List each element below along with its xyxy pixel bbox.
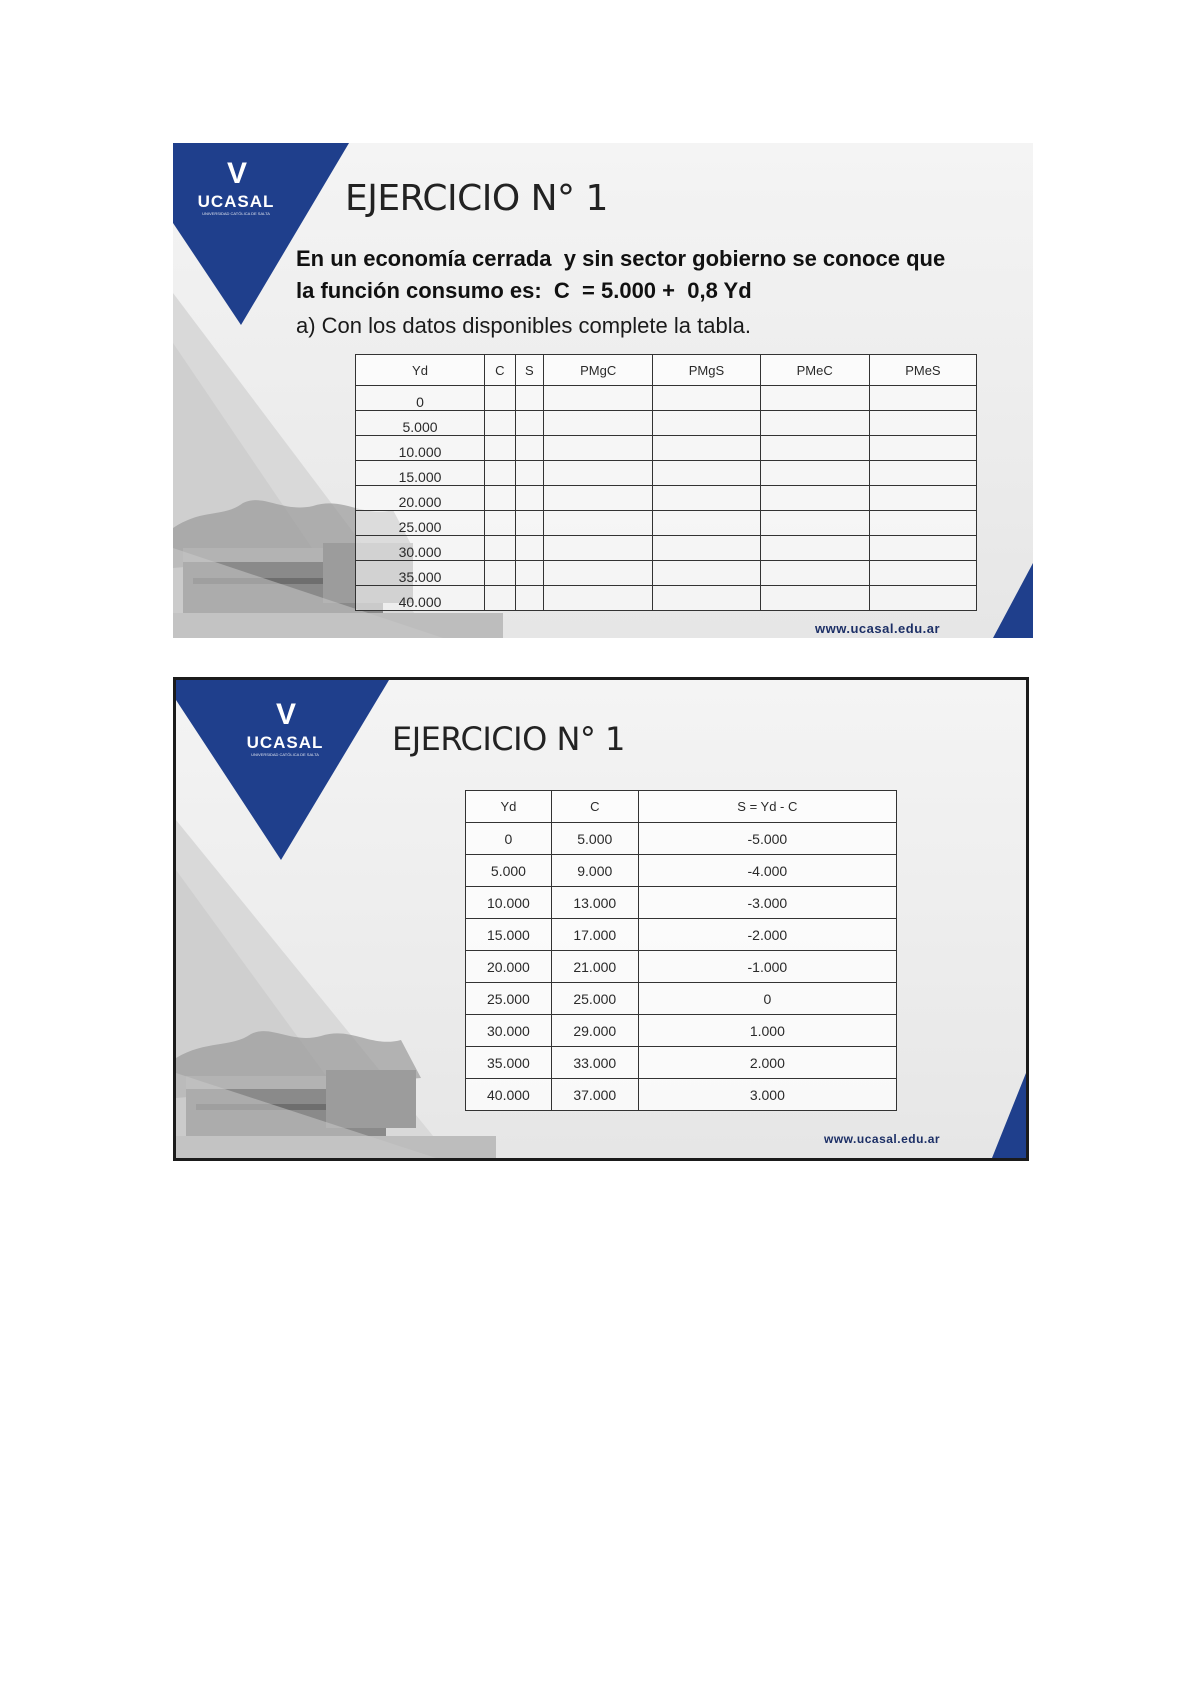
empty-cell <box>515 411 543 436</box>
column-header: PMeS <box>869 355 976 386</box>
c-cell: 5.000 <box>551 823 638 855</box>
yd-cell: 0 <box>466 823 552 855</box>
yd-cell: 0 <box>356 386 485 411</box>
empty-cell <box>515 461 543 486</box>
empty-cell <box>485 561 516 586</box>
s-cell: 1.000 <box>638 1015 896 1047</box>
empty-cell <box>869 586 976 611</box>
table-row <box>466 855 897 887</box>
exercise-statement: En un economía cerrada y sin sector gobierno se conoce que la función consumo es: C = 5.000 + 0,8 Yd <box>296 246 946 303</box>
empty-cell <box>515 436 543 461</box>
empty-cell <box>544 536 653 561</box>
empty-cell <box>869 486 976 511</box>
empty-cell <box>653 386 760 411</box>
yd-cell: 30.000 <box>356 536 485 561</box>
column-header: C <box>485 355 516 386</box>
column-header: Yd <box>466 791 552 823</box>
table-row <box>466 919 897 951</box>
table-row <box>356 486 977 511</box>
table-row <box>466 1047 897 1079</box>
exercise-table-blank <box>355 354 977 611</box>
empty-cell <box>515 586 543 611</box>
column-header: C <box>551 791 638 823</box>
table-row <box>466 983 897 1015</box>
empty-cell <box>869 536 976 561</box>
empty-cell <box>869 511 976 536</box>
column-header: Yd <box>356 355 485 386</box>
empty-cell <box>515 511 543 536</box>
s-cell: -2.000 <box>638 919 896 951</box>
s-cell: -3.000 <box>638 887 896 919</box>
empty-cell <box>485 586 516 611</box>
c-cell: 25.000 <box>551 983 638 1015</box>
s-cell: 2.000 <box>638 1047 896 1079</box>
slide-title: EJERCICIO N° 1 <box>345 178 608 219</box>
site-url[interactable]: www.ucasal.edu.ar <box>815 621 941 636</box>
empty-cell <box>544 486 653 511</box>
yd-cell: 5.000 <box>466 855 552 887</box>
yd-cell: 25.000 <box>466 983 552 1015</box>
table-row <box>466 1015 897 1047</box>
empty-cell <box>760 511 869 536</box>
yd-cell: 5.000 <box>356 411 485 436</box>
s-cell: -5.000 <box>638 823 896 855</box>
table-row <box>356 386 977 411</box>
slide-2 <box>173 677 1029 1161</box>
slide-1 <box>173 143 1033 638</box>
yd-cell: 25.000 <box>356 511 485 536</box>
empty-cell <box>760 486 869 511</box>
c-cell: 37.000 <box>551 1079 638 1111</box>
column-header: S = Yd - C <box>638 791 896 823</box>
empty-cell <box>653 411 760 436</box>
site-url[interactable]: www.ucasal.edu.ar <box>824 1132 941 1146</box>
empty-cell <box>515 486 543 511</box>
empty-cell <box>653 436 760 461</box>
s-cell: -1.000 <box>638 951 896 983</box>
empty-cell <box>485 486 516 511</box>
empty-cell <box>869 461 976 486</box>
table-row <box>356 536 977 561</box>
yd-cell: 35.000 <box>356 561 485 586</box>
corner-triangle <box>992 1073 1026 1158</box>
table-row <box>356 586 977 611</box>
yd-cell: 10.000 <box>356 436 485 461</box>
empty-cell <box>760 561 869 586</box>
yd-cell: 10.000 <box>466 887 552 919</box>
column-header: S <box>515 355 543 386</box>
empty-cell <box>485 536 516 561</box>
yd-cell: 20.000 <box>466 951 552 983</box>
s-cell: 3.000 <box>638 1079 896 1111</box>
empty-cell <box>760 536 869 561</box>
table-row <box>466 887 897 919</box>
empty-cell <box>760 461 869 486</box>
table-row <box>356 436 977 461</box>
empty-cell <box>485 461 516 486</box>
empty-cell <box>544 461 653 486</box>
yd-cell: 15.000 <box>356 461 485 486</box>
c-cell: 17.000 <box>551 919 638 951</box>
yd-cell: 15.000 <box>466 919 552 951</box>
table-row <box>466 1079 897 1111</box>
empty-cell <box>760 436 869 461</box>
empty-cell <box>760 411 869 436</box>
ucasal-logo: V UCASAL UNIVERSIDAD CATÓLICA DE SALTA <box>246 698 324 757</box>
c-cell: 9.000 <box>551 855 638 887</box>
empty-cell <box>869 561 976 586</box>
table-row <box>466 823 897 855</box>
s-cell: 0 <box>638 983 896 1015</box>
c-cell: 33.000 <box>551 1047 638 1079</box>
c-cell: 21.000 <box>551 951 638 983</box>
exercise-table-solved <box>465 790 897 1111</box>
column-header: PMgS <box>653 355 760 386</box>
empty-cell <box>544 511 653 536</box>
empty-cell <box>515 536 543 561</box>
table-row <box>356 411 977 436</box>
table-row <box>356 461 977 486</box>
yd-cell: 40.000 <box>466 1079 552 1111</box>
c-cell: 13.000 <box>551 887 638 919</box>
yd-cell: 40.000 <box>356 586 485 611</box>
s-cell: -4.000 <box>638 855 896 887</box>
empty-cell <box>544 386 653 411</box>
empty-cell <box>544 436 653 461</box>
table-header-row <box>466 791 897 823</box>
instruction-text: a) Con los datos disponibles complete la tabla. <box>296 313 751 338</box>
corner-triangle <box>993 563 1033 638</box>
campus-building-image <box>176 1018 496 1158</box>
column-header: PMeC <box>760 355 869 386</box>
yd-cell: 35.000 <box>466 1047 552 1079</box>
ucasal-logo: V UCASAL UNIVERSIDAD CATÓLICA DE SALTA <box>197 157 275 216</box>
empty-cell <box>515 561 543 586</box>
empty-cell <box>485 411 516 436</box>
empty-cell <box>653 511 760 536</box>
c-cell: 29.000 <box>551 1015 638 1047</box>
table-row <box>466 951 897 983</box>
empty-cell <box>653 536 760 561</box>
table-header-row <box>356 355 977 386</box>
empty-cell <box>653 486 760 511</box>
empty-cell <box>653 586 760 611</box>
empty-cell <box>544 561 653 586</box>
empty-cell <box>544 586 653 611</box>
empty-cell <box>869 386 976 411</box>
yd-cell: 30.000 <box>466 1015 552 1047</box>
empty-cell <box>760 386 869 411</box>
table-row <box>356 561 977 586</box>
empty-cell <box>485 386 516 411</box>
yd-cell: 20.000 <box>356 486 485 511</box>
slide-title: EJERCICIO N° 1 <box>392 720 625 758</box>
empty-cell <box>653 561 760 586</box>
empty-cell <box>760 586 869 611</box>
empty-cell <box>544 411 653 436</box>
empty-cell <box>869 411 976 436</box>
table-row <box>356 511 977 536</box>
empty-cell <box>653 461 760 486</box>
empty-cell <box>485 511 516 536</box>
column-header: PMgC <box>544 355 653 386</box>
empty-cell <box>869 436 976 461</box>
empty-cell <box>485 436 516 461</box>
empty-cell <box>515 386 543 411</box>
